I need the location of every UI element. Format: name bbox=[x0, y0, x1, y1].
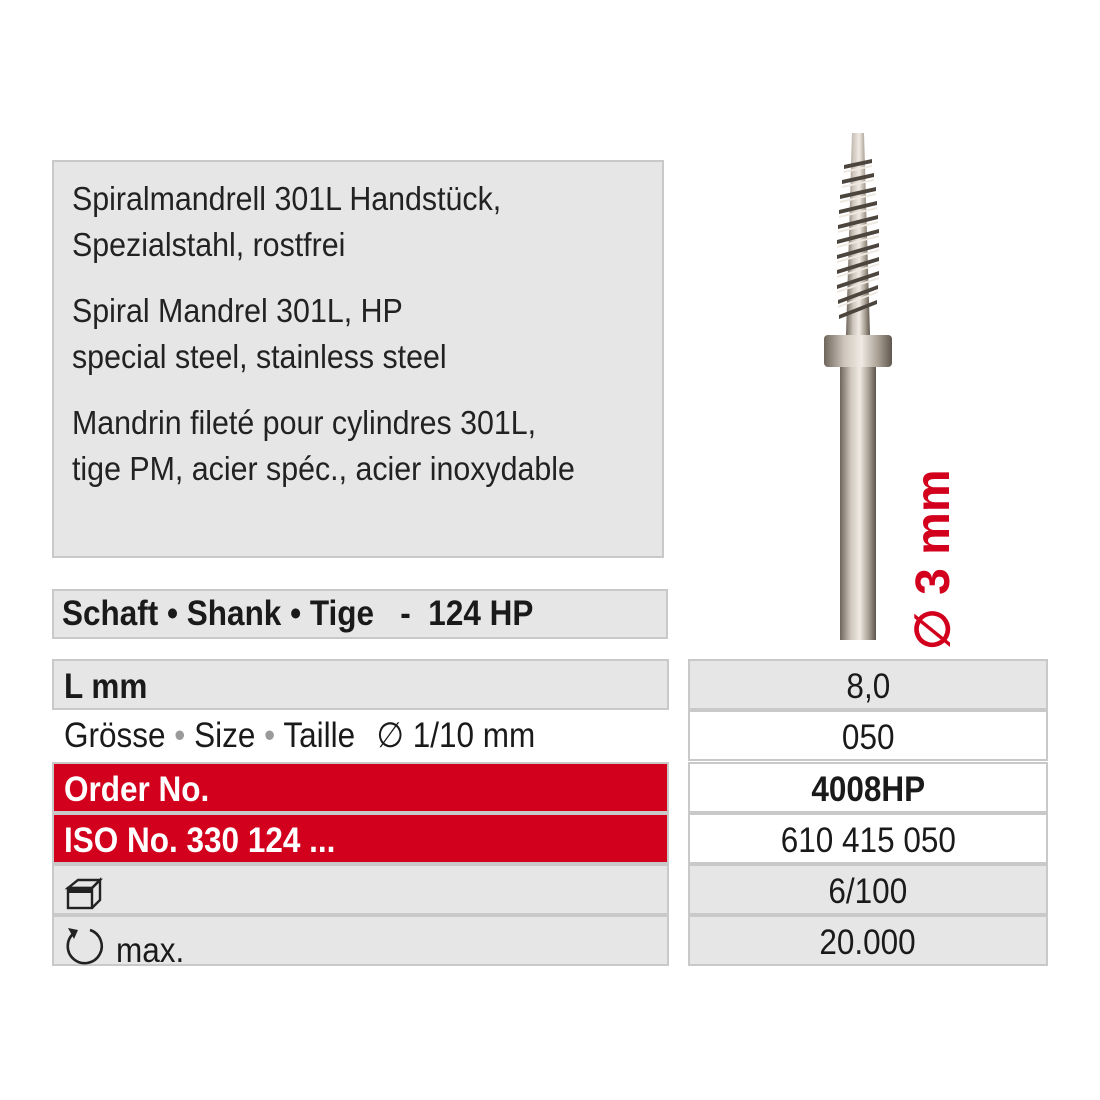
shank-header: Schaft • Shank • Tige - 124 HP bbox=[52, 589, 668, 639]
table-row-speed bbox=[52, 915, 1048, 970]
size-value: 050 bbox=[688, 710, 1048, 761]
package-icon bbox=[64, 874, 104, 914]
table-row-order bbox=[52, 762, 1048, 813]
order-value: 4008HP bbox=[688, 762, 1048, 813]
description-german: Spiralmandrell 301L Handstück, Spezialstahl, rostfrei bbox=[72, 180, 502, 263]
table-row-pack bbox=[52, 864, 1048, 915]
spiral-mandrel-image bbox=[800, 125, 910, 645]
iso-value: 610 415 050 bbox=[688, 813, 1048, 864]
description-english: Spiral Mandrel 301L, HP special steel, stainless steel bbox=[72, 292, 447, 375]
description-french: Mandrin fileté pour cylindres 301L, tige PM, acier spéc., acier inoxydable bbox=[72, 404, 575, 487]
length-value: 8,0 bbox=[688, 659, 1048, 710]
length-label: L mm bbox=[52, 659, 669, 710]
table-row-size bbox=[52, 710, 1048, 761]
speed-value: 20.000 bbox=[688, 915, 1048, 966]
rotation-icon bbox=[64, 924, 106, 966]
description-panel bbox=[52, 160, 664, 558]
pack-value: 6/100 bbox=[688, 864, 1048, 915]
speed-label: max. bbox=[52, 915, 669, 966]
iso-label: ISO No. 330 124 ... bbox=[52, 813, 669, 864]
diameter-label: ∅ 3 mm bbox=[907, 469, 960, 650]
pack-label bbox=[52, 864, 669, 915]
table-row-iso bbox=[52, 813, 1048, 864]
size-label: Grösse • Size • Taille ∅ 1/10 mm bbox=[52, 710, 669, 761]
table-row-length bbox=[52, 659, 1048, 710]
order-label: Order No. bbox=[52, 762, 669, 813]
